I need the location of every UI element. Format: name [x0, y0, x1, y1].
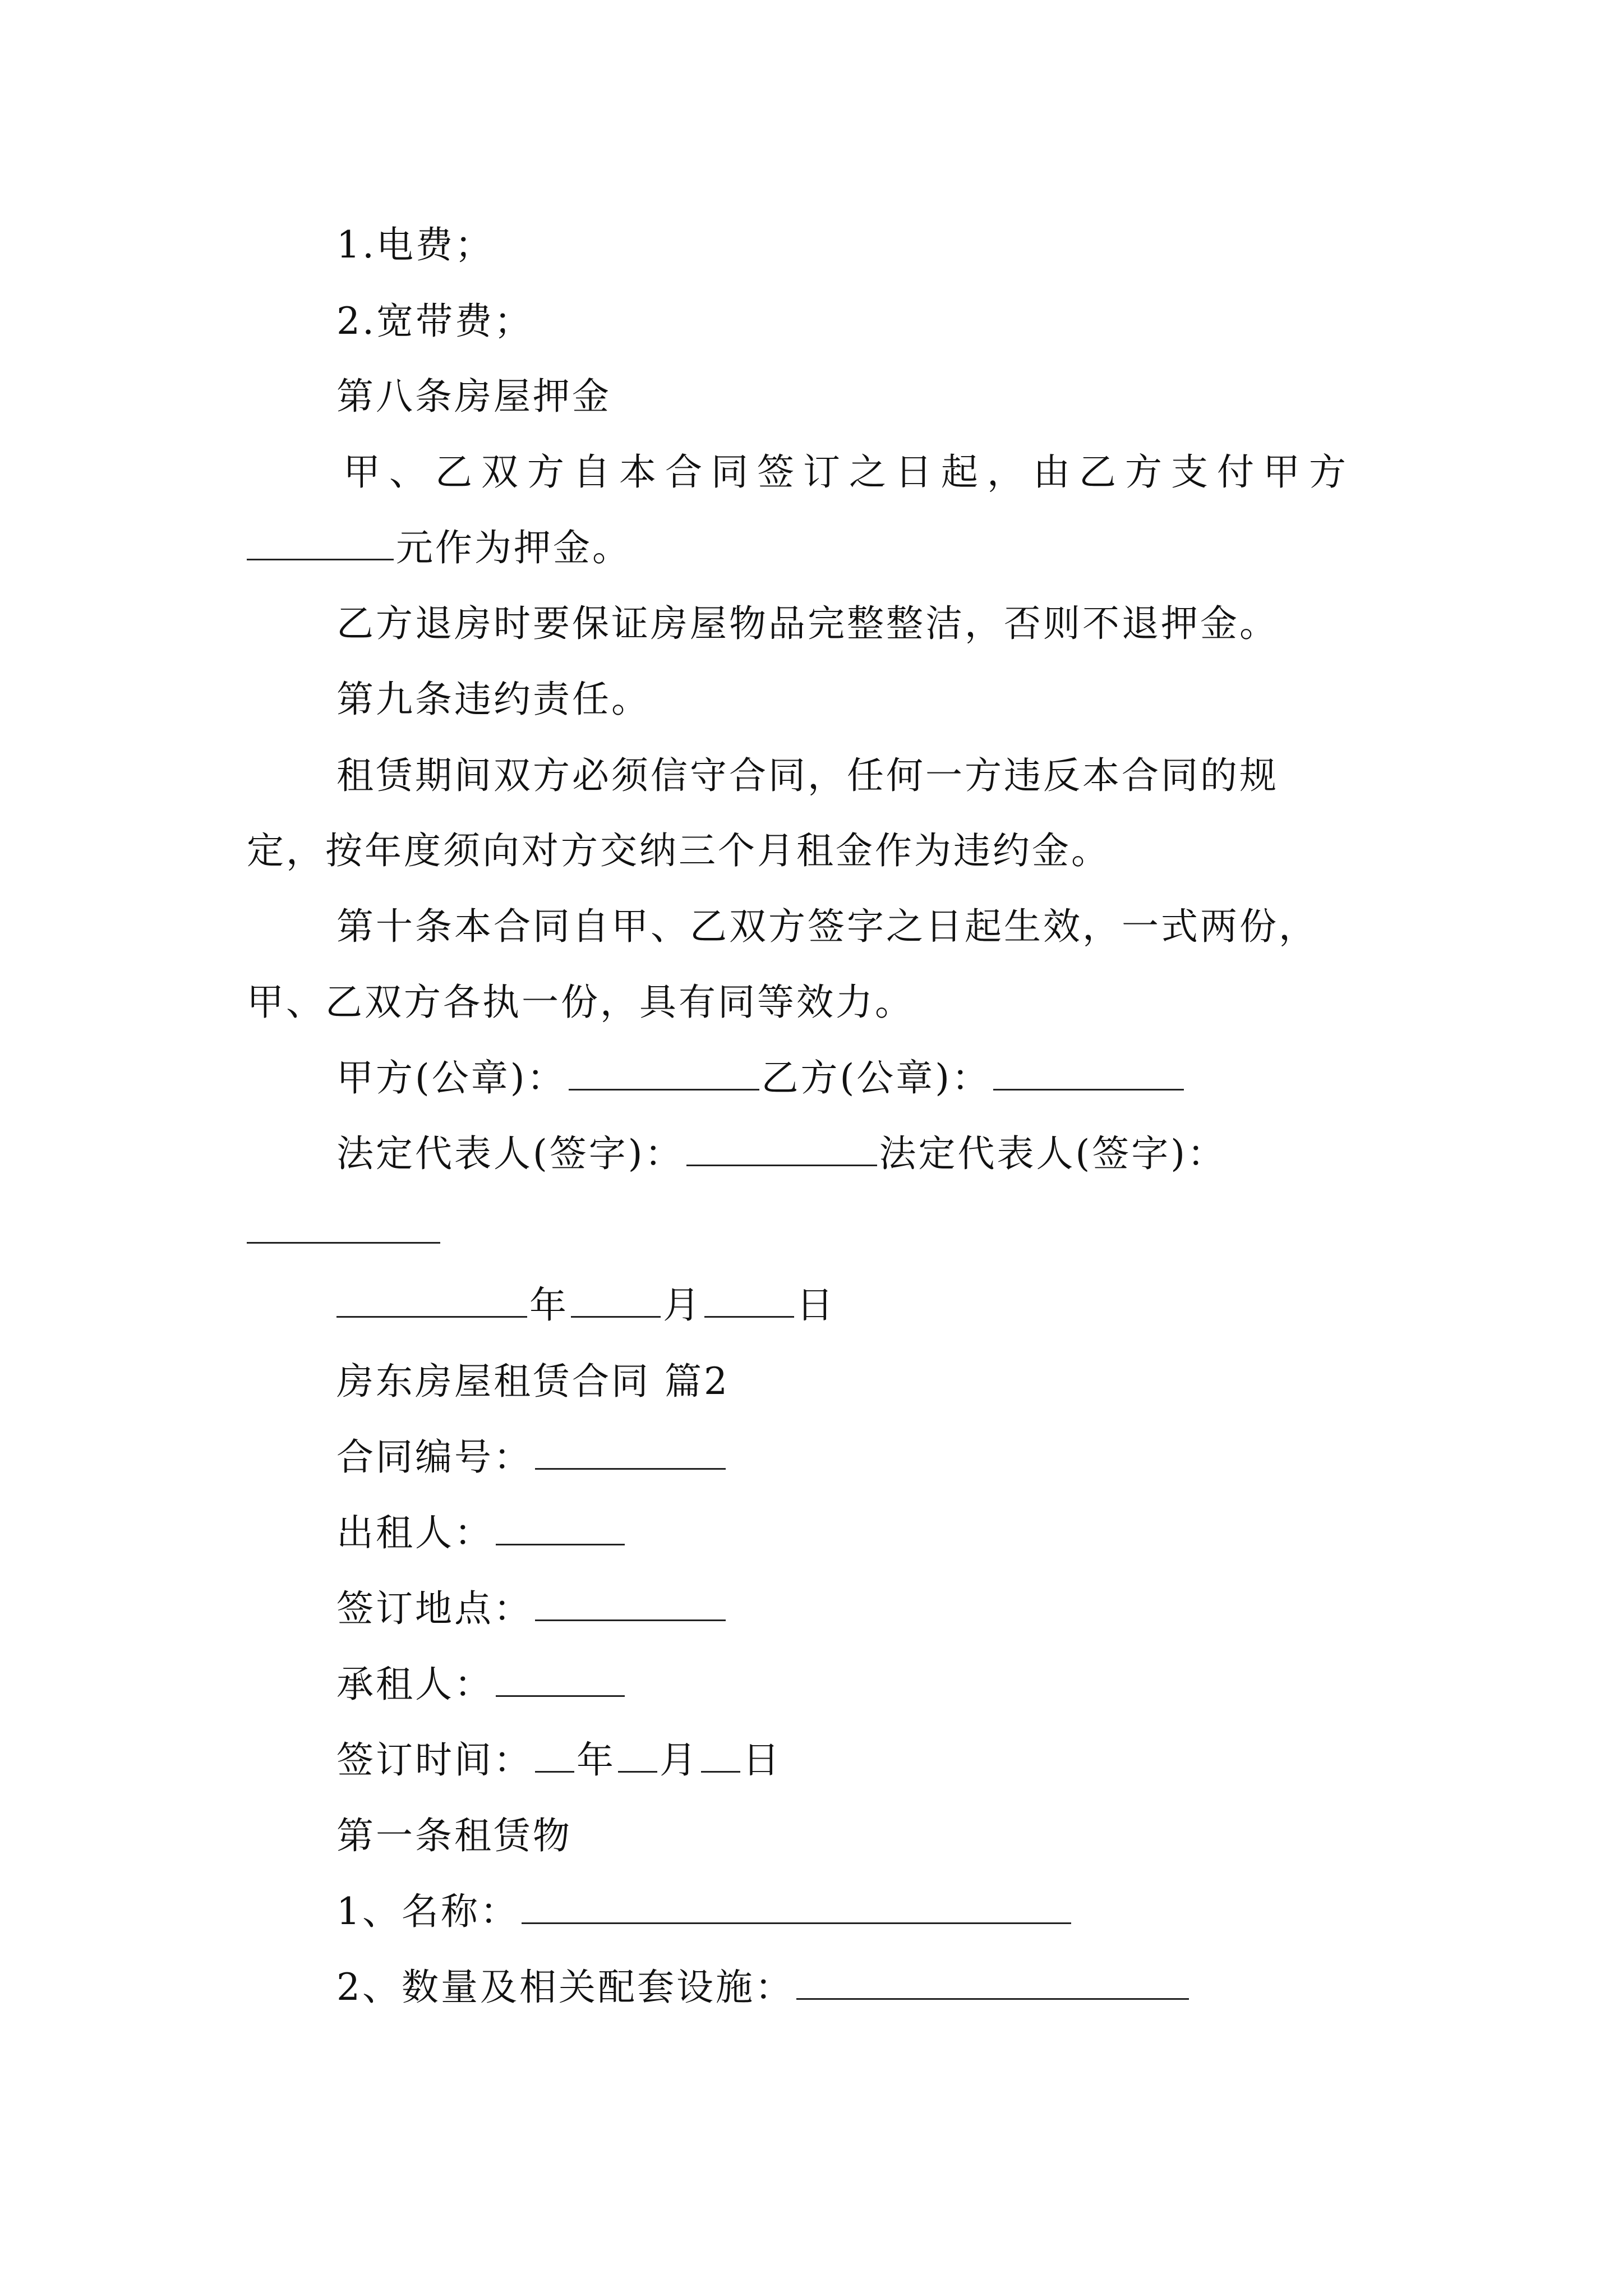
representative-signature-row — [336, 1129, 1227, 1179]
party-b-representative-blank — [247, 1241, 440, 1244]
signing-date-row — [336, 1280, 836, 1331]
signing-day-blank — [701, 1738, 740, 1773]
signing-month-blank — [618, 1738, 657, 1773]
breach-clause-line-2: 定，按年度须向对方交纳三个月租金作为违约金。 — [247, 829, 1110, 872]
quantity-facilities-blank — [796, 1966, 1189, 2000]
item-electricity-fee: 1.电费； — [336, 223, 494, 266]
contract-number-blank — [535, 1435, 726, 1470]
lessee-label: 承租人： — [336, 1663, 494, 1706]
breach-clause-line-1: 租赁期间双方必须信守合同，任何一方违反本合同的规 — [336, 754, 1279, 797]
lessor-label: 出租人： — [336, 1511, 494, 1554]
leased-item-name-row — [336, 1887, 1073, 1937]
item-broadband-fee: 2.宽带费； — [336, 300, 533, 343]
party-a-seal-blank — [569, 1056, 759, 1091]
month-blank — [571, 1283, 661, 1318]
signing-year-label: 年 — [577, 1738, 616, 1782]
contract-number-row — [336, 1432, 728, 1483]
day-blank — [704, 1283, 794, 1318]
signing-time-row — [336, 1735, 782, 1786]
party-b-representative-label: 法定代表人(签字)： — [879, 1132, 1227, 1175]
lessee-blank — [496, 1663, 625, 1697]
deposit-clause-line-2 — [247, 523, 631, 573]
signing-place-row — [336, 1584, 728, 1634]
leased-item-name-blank — [522, 1890, 1071, 1924]
signing-place-label: 签订地点： — [336, 1587, 533, 1630]
lessor-row — [336, 1508, 627, 1558]
year-blank — [336, 1283, 527, 1318]
party-a-representative-blank — [686, 1132, 877, 1166]
signing-year-blank — [535, 1738, 574, 1773]
article-10-line-2: 甲、乙双方各执一份，具有同等效力。 — [247, 981, 914, 1024]
party-a-representative-label: 法定代表人(签字)： — [336, 1132, 684, 1175]
quantity-facilities-label: 2、数量及相关配套设施： — [336, 1966, 794, 2009]
day-label: 日 — [796, 1283, 836, 1327]
article-9-heading: 第九条违约责任。 — [336, 678, 651, 721]
signing-place-blank — [535, 1587, 726, 1621]
quantity-facilities-row — [336, 1962, 1191, 2013]
article-10-line-1: 第十条本合同自甲、乙双方签字之日起生效，一式两份， — [336, 905, 1318, 948]
party-b-seal-label: 乙方(公章)： — [761, 1056, 991, 1099]
deposit-clause-text: 元作为押金。 — [396, 526, 631, 569]
contract-2-title: 房东房屋租赁合同 篇2 — [336, 1360, 730, 1403]
year-label: 年 — [529, 1283, 569, 1327]
deposit-clause-line-1: 甲、乙双方自本合同签订之日起，由乙方支付甲方 — [343, 450, 1355, 494]
leased-item-name-label: 1、名称： — [336, 1890, 519, 1933]
lessor-blank — [496, 1511, 625, 1545]
contract-number-label: 合同编号： — [336, 1435, 533, 1479]
party-a-seal-label: 甲方(公章)： — [336, 1056, 566, 1099]
month-label: 月 — [663, 1283, 702, 1327]
article-1-heading: 第一条租赁物 — [336, 1814, 572, 1857]
signing-day-label: 日 — [743, 1738, 782, 1782]
signing-month-label: 月 — [660, 1738, 699, 1782]
signing-time-label: 签订时间： — [336, 1738, 533, 1782]
deposit-refund-clause: 乙方退房时要保证房屋物品完整整洁，否则不退押金。 — [336, 602, 1279, 645]
lessee-row — [336, 1659, 627, 1710]
party-b-seal-blank — [993, 1056, 1184, 1091]
article-8-heading: 第八条房屋押金 — [336, 375, 611, 418]
party-seal-row — [336, 1053, 1186, 1103]
deposit-amount-blank — [247, 526, 394, 560]
